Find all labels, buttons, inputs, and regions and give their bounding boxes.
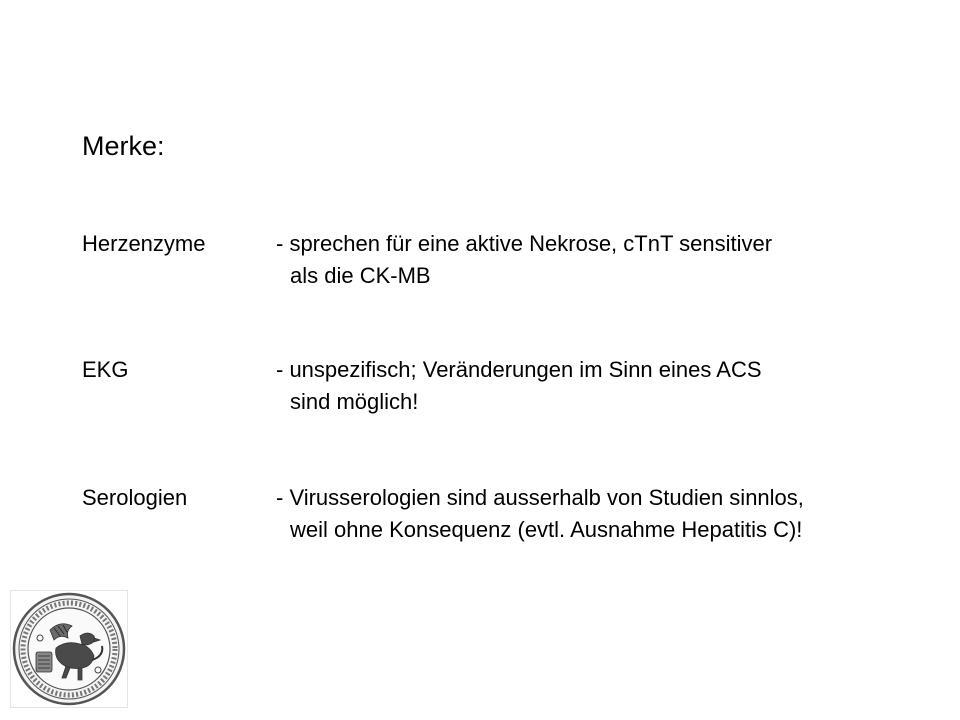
item-description-line2: als die CK-MB	[290, 263, 431, 288]
item-description-line2: sind möglich!	[290, 389, 419, 414]
item-description-line1: - Virusserologien sind ausserhalb von Studien sinnlos,	[276, 485, 804, 510]
item-term: Serologien	[82, 485, 188, 510]
item-description	[276, 228, 772, 292]
item-description-line1: - sprechen für eine aktive Nekrose, cTnT sensitiver	[276, 231, 773, 256]
item-term: Herzenzyme	[82, 231, 206, 256]
item-term: EKG	[82, 357, 129, 382]
item-description	[276, 354, 762, 418]
university-seal-icon	[10, 590, 128, 708]
item-description-line1: - unspezifisch; Veränderungen im Sinn eines ACS	[276, 357, 762, 382]
seal-frame	[10, 590, 128, 708]
item-description	[276, 482, 804, 546]
item-description-line2: weil ohne Konsequenz (evtl. Ausnahme Hepatitis C)!	[290, 517, 803, 542]
slide-title: Merke:	[82, 131, 165, 161]
